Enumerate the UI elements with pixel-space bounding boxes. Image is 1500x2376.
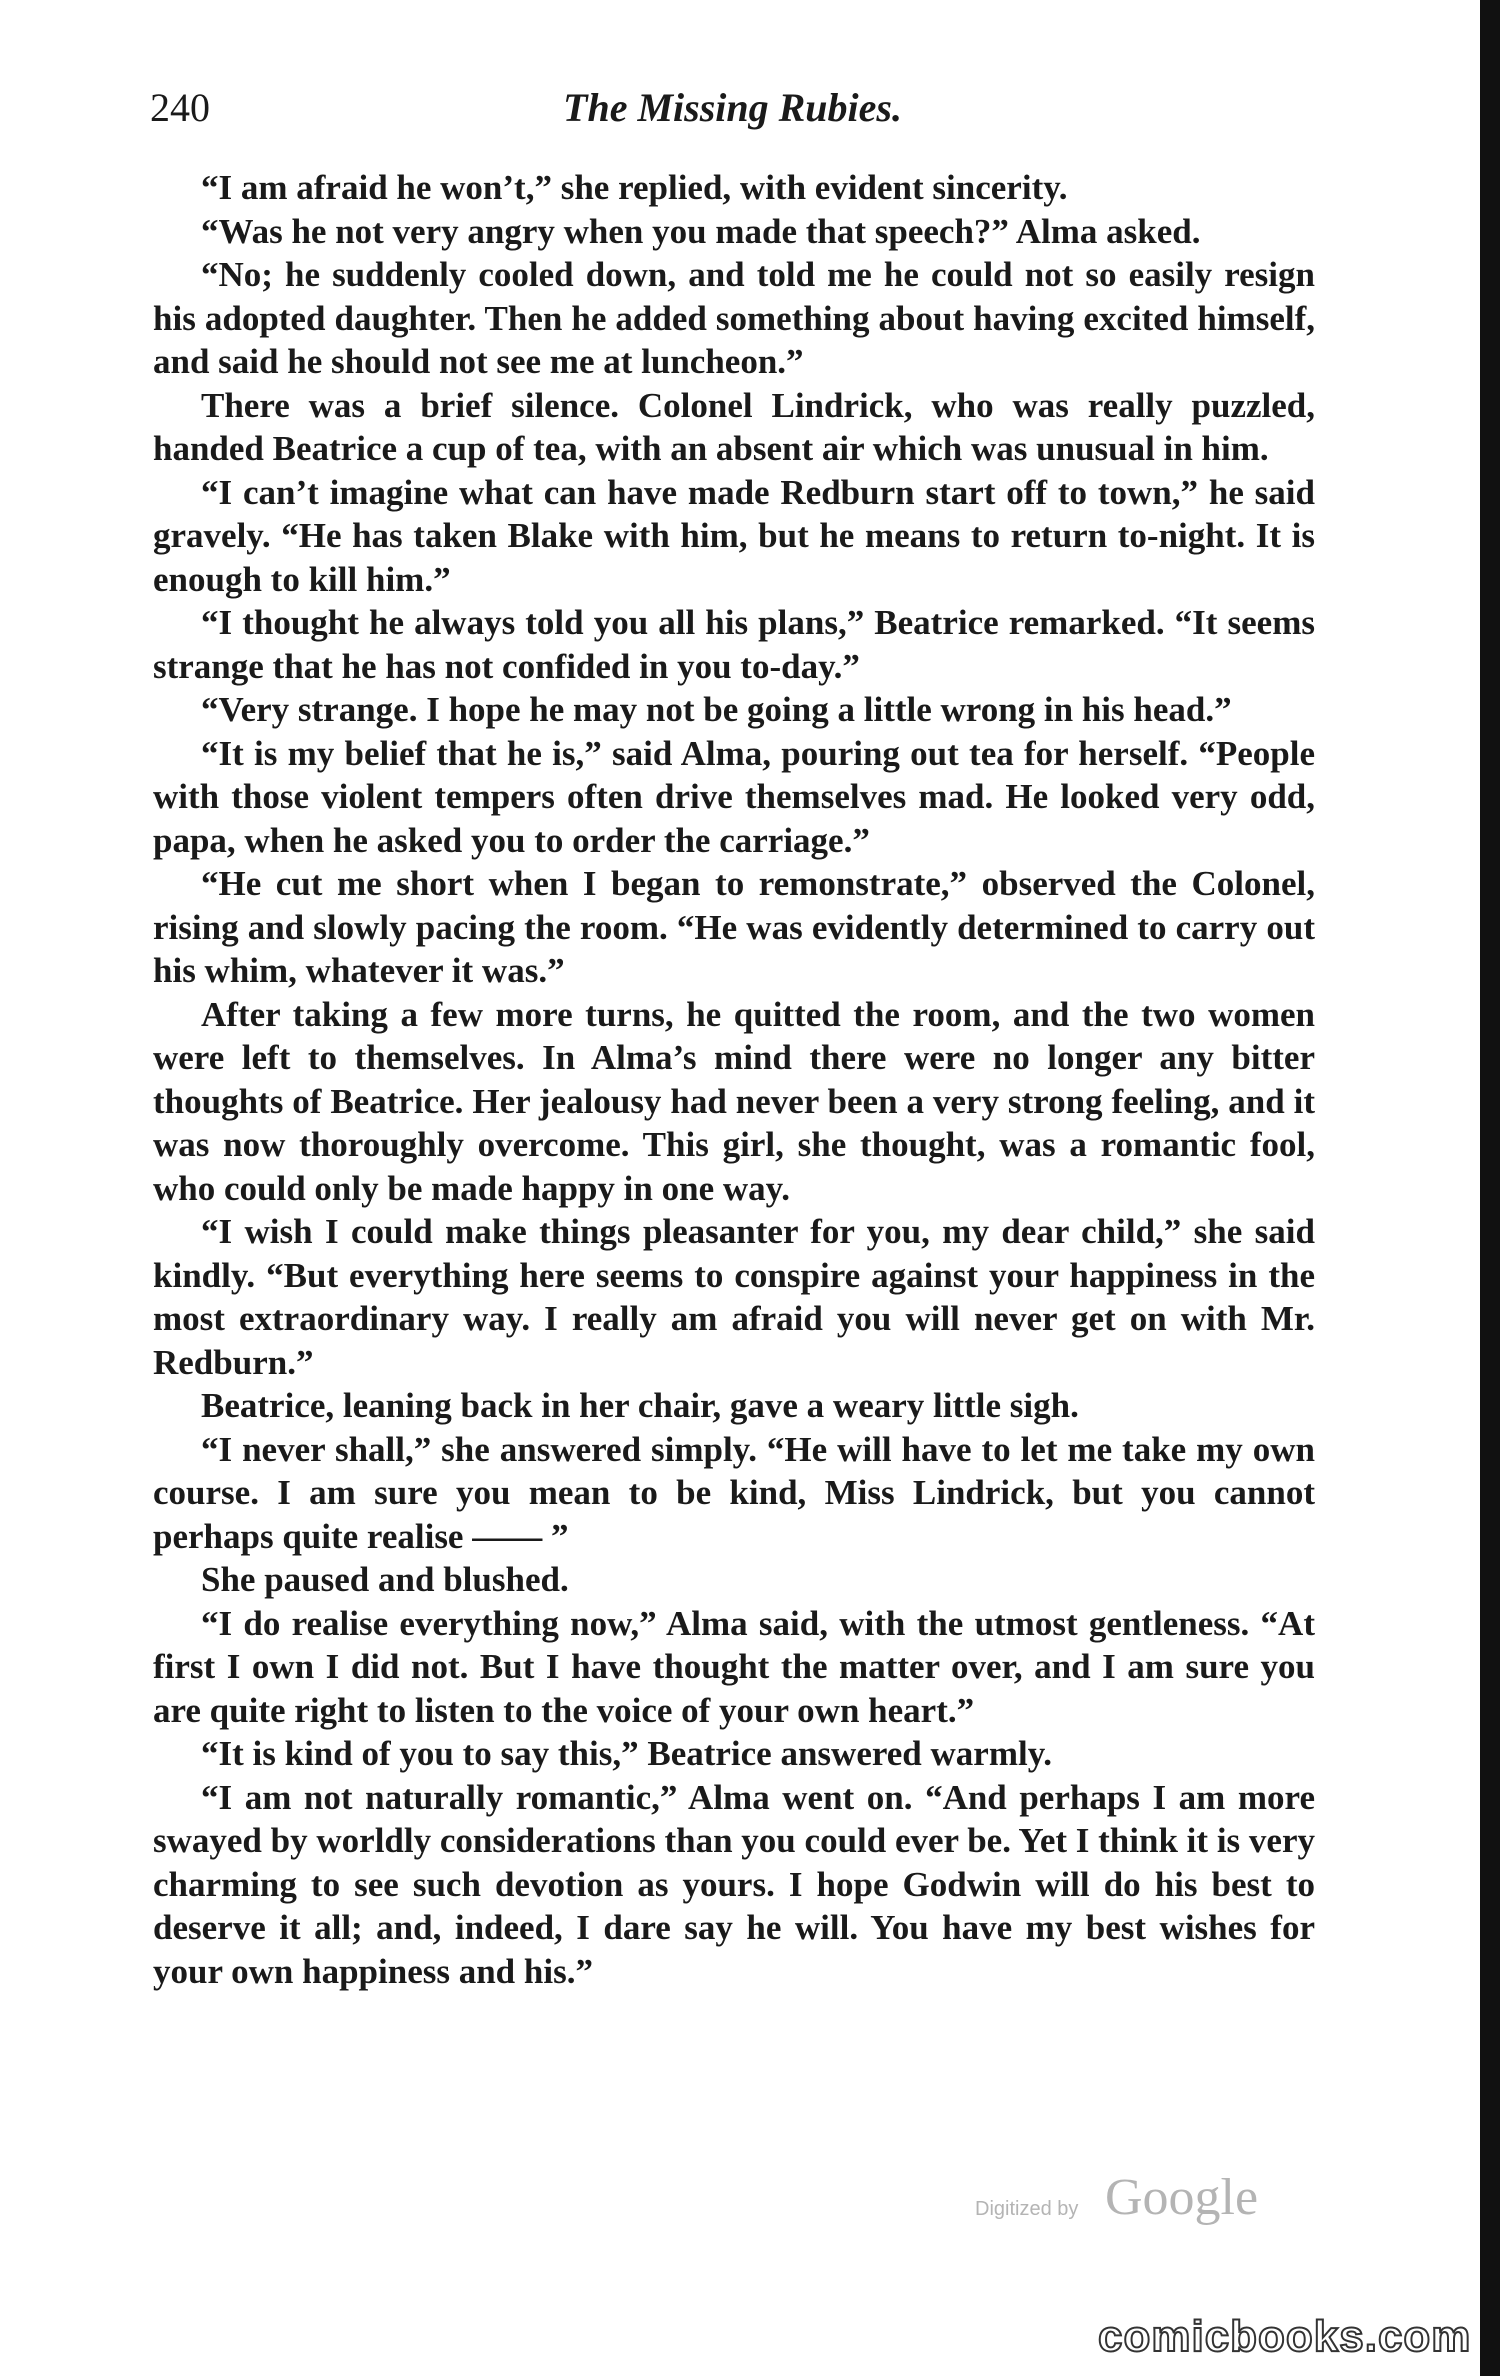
paragraph: “I never shall,” she answered simply. “He will have to let me take my own course. I am sure you mean to be kind, Miss Lindrick, but you cannot perhaps quite realise —— ” — [153, 1429, 1315, 1556]
comicbooks-watermark: comicbooks.com — [1098, 2312, 1472, 2361]
page-edge-shadow — [1480, 0, 1500, 2376]
digitized-by-text: Digitized by — [975, 2198, 1079, 2220]
paragraph: “Very strange. I hope he may not be going a little wrong in his head.” — [201, 690, 1232, 729]
paragraph: She paused and blushed. — [201, 1560, 569, 1599]
google-logo: Google — [1105, 2169, 1259, 2226]
paragraph: There was a brief silence. Colonel Lindrick, who was really puzzled, handed Beatrice a cup of tea, with an absent air which was unusual in him. — [153, 385, 1315, 468]
paragraph: “I can’t imagine what can have made Redburn start off to town,” he said gravely. “He has taken Blake with him, but he means to return to-night. It is enough to kill him.” — [153, 472, 1315, 599]
paragraph: “I do realise everything now,” Alma said, with the utmost gentleness. “At first I own I did not. But I have thought the matter over, and I am sure you are quite right to listen to the voice of your own heart.” — [153, 1603, 1315, 1730]
paragraph: “I wish I could make things pleasanter for you, my dear child,” she said kindly. “But everything here seems to conspire against your happiness in the most extraordinary way. I really am afraid you will never get on with Mr. Redburn.” — [153, 1212, 1315, 1382]
page-number: 240 — [150, 85, 210, 130]
running-title: The Missing Rubies. — [563, 85, 902, 130]
paragraph: “It is kind of you to say this,” Beatrice answered warmly. — [201, 1734, 1053, 1773]
paragraph: “He cut me short when I began to remonstrate,” observed the Colonel, rising and slowly pacing the room. “He was evidently determined to carry out his whim, whatever it was.” — [153, 864, 1315, 990]
google-watermark — [975, 2168, 1295, 2238]
paragraph: Beatrice, leaning back in her chair, gave a weary little sigh. — [201, 1386, 1079, 1425]
paragraph: “It is my belief that he is,” said Alma, pouring out tea for herself. “People with those violent tempers often drive themselves mad. He looked very odd, papa, when he asked you to order the carriage.” — [153, 733, 1315, 860]
paragraph: After taking a few more turns, he quitted the room, and the two women were left to themselves. In Alma’s mind there were no longer any bitter thoughts of Beatrice. Her jealousy had never been a very strong feeling, and it was now thoroughly overcome. This girl, she thought, was a romantic fool, who could only be made happy in one way. — [153, 994, 1315, 1208]
paragraph: “I am afraid he won’t,” she replied, with evident sincerity. — [201, 168, 1068, 207]
paragraph: “Was he not very angry when you made that speech?” Alma asked. — [201, 211, 1201, 251]
page-header — [150, 84, 1315, 144]
paragraph: “No; he suddenly cooled down, and told me he could not so easily resign his adopted daughter. Then he added something about having excited himself, and said he should not see me at luncheon.” — [153, 255, 1315, 381]
paragraph: “I am not naturally romantic,” Alma went on. “And perhaps I am more swayed by worldly considerations than you could ever be. Yet I think it is very charming to see such devotion as yours. I hope Godwin will do his best to deserve it all; and, indeed, I dare say he will. You have my best wishes for your own happiness and his.” — [153, 1777, 1315, 1991]
body-text — [153, 166, 1315, 1993]
paragraph: “I thought he always told you all his plans,” Beatrice remarked. “It seems strange that he has not confided in you to-day.” — [153, 603, 1315, 686]
